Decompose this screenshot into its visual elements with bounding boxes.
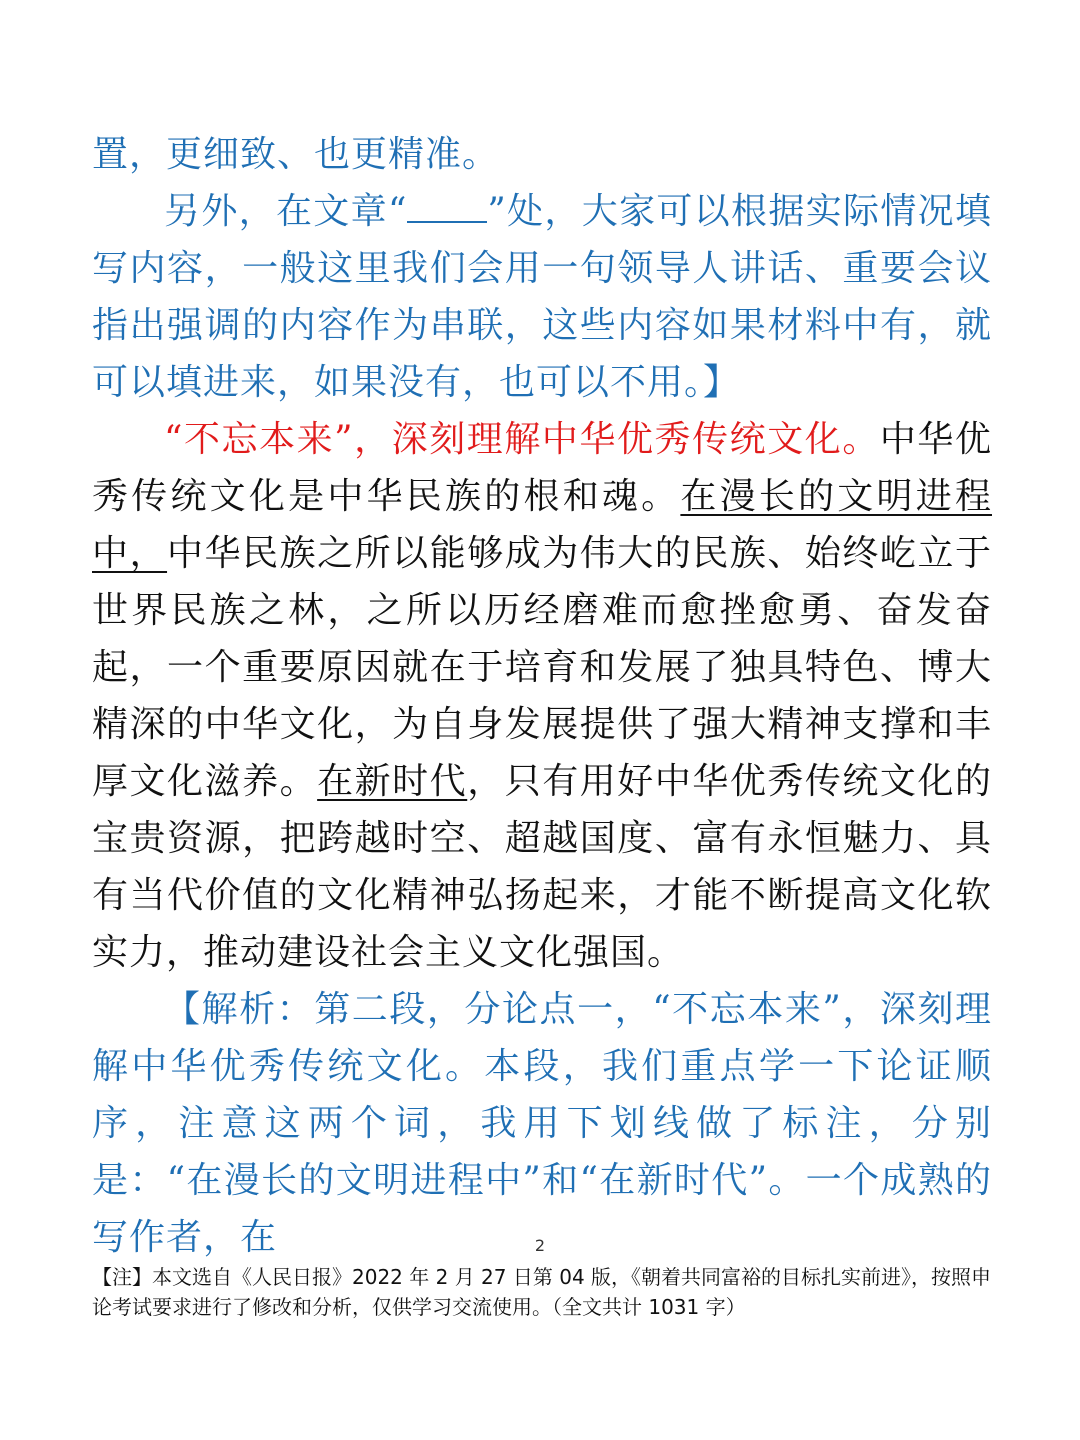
sub-argument-heading: “不忘本来”，深刻理解中华优秀传统文化。 xyxy=(164,419,880,460)
main-text-a: 中华优秀传统文化是中华民族的根和魂。 xyxy=(92,419,992,517)
analysis-text-2b: ”处，大家可以根据实际情况填写内容，一般这里我们会用一句领导人讲话、重要会议指出强调的内容作为串联，这些内容如果材料中有，就可以填进来，如果没有，也可以不用。】 xyxy=(92,191,992,403)
blank-fill-line xyxy=(407,191,487,223)
analysis-text-3: 【解析：第二段，分论点一，“不忘本来”，深刻理解中华优秀传统文化。本段，我们重点学一下论证顺序，注意这两个词，我用下划线做了标注，分别是：“在漫长的文明进程中”和“在新时代”。一个成熟的写作者，在 xyxy=(92,989,992,1258)
main-text-b: 中华民族之所以能够成为伟大的民族、始终屹立于世界民族之林，之所以历经磨难而愈挫愈勇、奋发奋起，一个重要原因就在于培育和发展了独具特色、博大精深的中华文化，为自身发展提供了强大精神支撑和丰厚文化滋养。 xyxy=(92,533,992,802)
analysis-paragraph-continued xyxy=(92,126,992,183)
main-text-c: ，只有用好中华优秀传统文化的宝贵资源，把跨越时空、超越国度、富有永恒魅力、具有当代价值的文化精神弘扬起来，才能不断提高文化软实力，推动建设社会主义文化强国。 xyxy=(92,761,992,973)
analysis-text-2a: 另外，在文章“ xyxy=(164,191,408,232)
underlined-phrase-2: 在新时代 xyxy=(317,761,468,802)
footnote: 【注】本文选自《人民日报》2022 年 2 月 27 日第 04 版，《朝着共同富裕的目标扎实前进》，按照申论考试要求进行了修改和分析，仅供学习交流使用。（全文共计 1031 字） xyxy=(92,1265,992,1319)
underlined-phrase-1: 在漫长的文明进程中， xyxy=(92,476,992,574)
analysis-paragraph-note xyxy=(92,183,992,411)
analysis-paragraph xyxy=(92,981,992,1266)
page-number: 2 xyxy=(534,1236,546,1255)
main-paragraph xyxy=(92,411,992,981)
analysis-text-1: 置，更细致、也更精准。 xyxy=(92,134,500,175)
body-text xyxy=(92,126,992,1266)
